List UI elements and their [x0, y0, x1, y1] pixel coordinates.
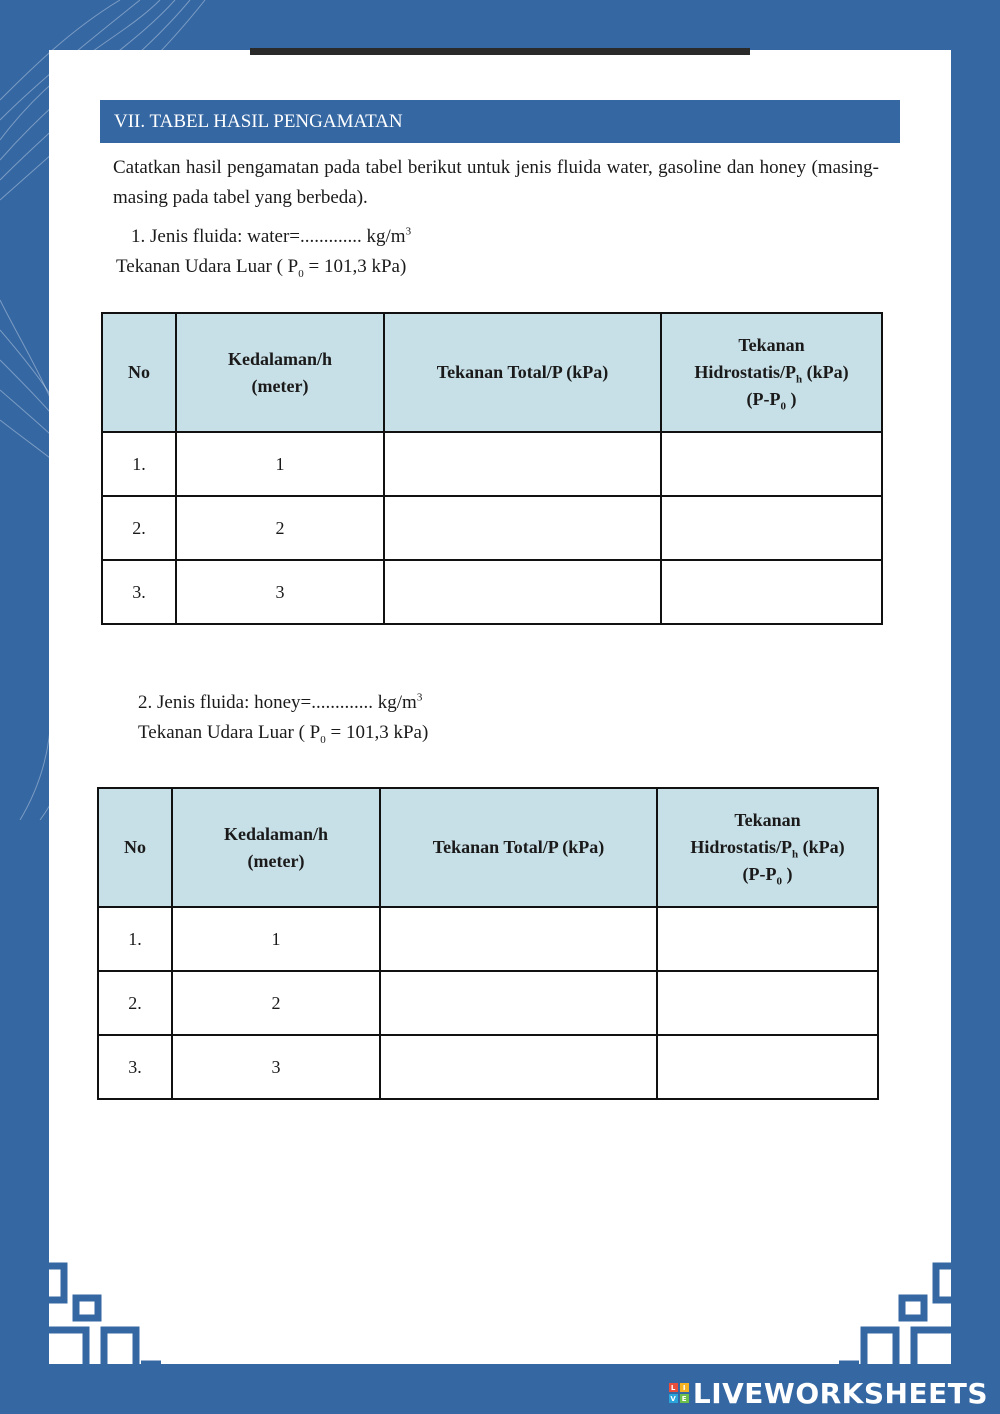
cell-depth: 3 [176, 560, 384, 624]
instructions-paragraph: Catatkan hasil pengamatan pada tabel berikut untuk jenis fluida water, gasoline dan honey (masing-masing pada tabel yang berbeda). [113, 157, 879, 208]
cell-total-pressure-input[interactable] [380, 907, 657, 971]
cell-no: 1. [102, 432, 176, 496]
outer-pressure-label-2: Tekanan Udara Luar ( $P_0 = 101,3$ kPa) [138, 722, 429, 746]
cell-total-pressure-input[interactable] [380, 971, 657, 1035]
results-table-honey [97, 787, 879, 1100]
cell-hydrostatic-pressure-input[interactable] [657, 907, 878, 971]
cell-depth: 3 [172, 1035, 380, 1099]
cell-total-pressure-input[interactable] [384, 560, 661, 624]
header-hydrostatic-pressure: Tekanan Hidrostatis/$P_h$ (kPa) ($P-P_0$ ) [657, 788, 878, 907]
header-total-pressure: Tekanan Total/P (kPa) [384, 313, 661, 432]
cell-depth: 1 [172, 907, 380, 971]
fluid-label-honey: 2. Jenis fluida: honey=............. $kg/m^3$ [138, 691, 423, 713]
table-header-row [98, 788, 878, 907]
table-header-row [102, 313, 882, 432]
brand-name: LIVEWORKSHEETS [692, 1376, 988, 1410]
cell-no: 3. [98, 1035, 172, 1099]
cell-hydrostatic-pressure-input[interactable] [661, 432, 882, 496]
top-divider-bar [250, 48, 750, 55]
header-no: No [102, 313, 176, 432]
table-row [98, 971, 878, 1035]
liveworksheets-logo-icon: L I V E [670, 1383, 688, 1403]
table-row [102, 496, 882, 560]
cell-no: 1. [98, 907, 172, 971]
header-hydrostatic-pressure: Tekanan Hidrostatis/$P_h$ (kPa) ($P-P_0$ ) [661, 313, 882, 432]
liveworksheets-brand [669, 1378, 988, 1408]
results-table-water [101, 312, 883, 625]
section-title [100, 100, 900, 143]
table-row [102, 432, 882, 496]
cell-total-pressure-input[interactable] [384, 496, 661, 560]
cell-total-pressure-input[interactable] [384, 432, 661, 496]
cell-no: 2. [98, 971, 172, 1035]
cell-no: 3. [102, 560, 176, 624]
header-depth: Kedalaman/h (meter) [172, 788, 380, 907]
cell-depth: 2 [176, 496, 384, 560]
corner-ornament-right [834, 1260, 954, 1370]
cell-no: 2. [102, 496, 176, 560]
header-depth: Kedalaman/h (meter) [176, 313, 384, 432]
table-row [98, 1035, 878, 1099]
cell-hydrostatic-pressure-input[interactable] [661, 560, 882, 624]
table-row [102, 560, 882, 624]
cell-hydrostatic-pressure-input[interactable] [661, 496, 882, 560]
cell-total-pressure-input[interactable] [380, 1035, 657, 1099]
cell-hydrostatic-pressure-input[interactable] [657, 971, 878, 1035]
table-row [98, 907, 878, 971]
fluid-label-water: 1. Jenis fluida: water=............. $kg/m^3$ [131, 225, 412, 247]
header-total-pressure: Tekanan Total/P (kPa) [380, 788, 657, 907]
section-title-text: VII. TABEL HASIL PENGAMATAN [114, 110, 403, 132]
cell-hydrostatic-pressure-input[interactable] [657, 1035, 878, 1099]
outer-pressure-label-1: Tekanan Udara Luar ( $P_0 = 101,3$ kPa) [116, 256, 407, 280]
corner-ornament-left [46, 1260, 166, 1370]
cell-depth: 1 [176, 432, 384, 496]
cell-depth: 2 [172, 971, 380, 1035]
header-no: No [98, 788, 172, 907]
